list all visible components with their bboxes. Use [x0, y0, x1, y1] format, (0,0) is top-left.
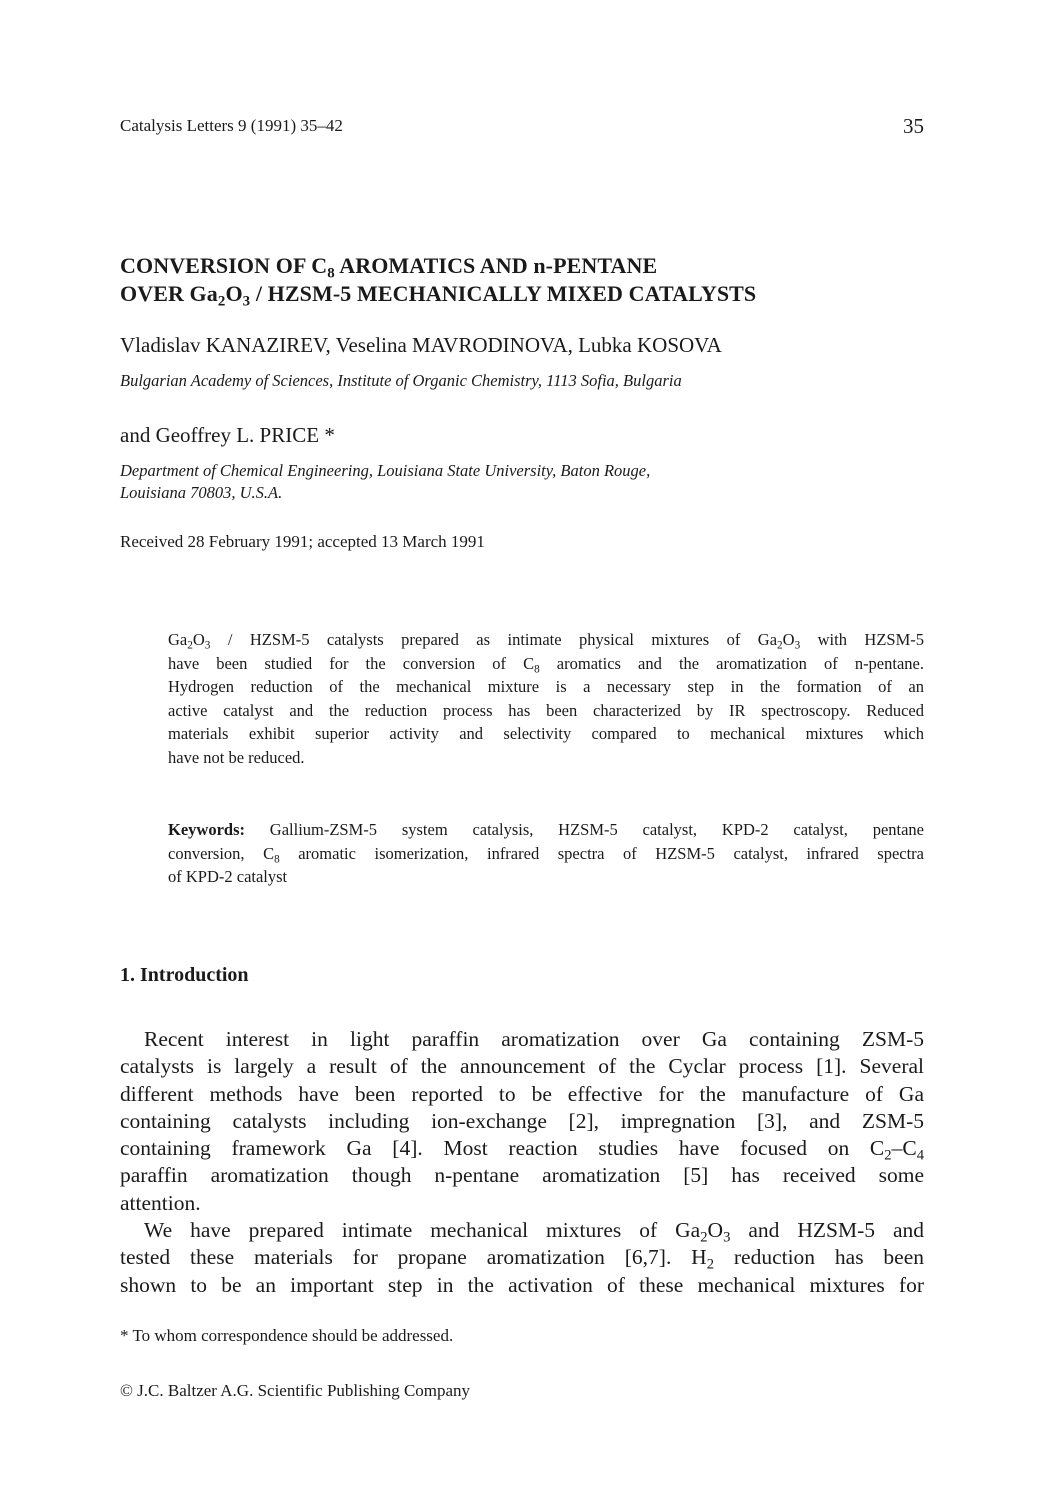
running-head: Catalysis Letters 9 (1991) 35–42 [120, 116, 343, 135]
keywords: Keywords: Gallium-ZSM-5 system catalysis, HZSM-5 catalyst, KPD-2 catalyst, pentane conversion, $C_8$ aromatic isomerization, infrared spectra of HZSM-5 catalyst, infrared spectra of KPD-2 catalyst [168, 820, 924, 886]
title-line-1: CONVERSION OF $C_8$ AROMATICS AND n-PENTANE [120, 253, 658, 282]
page-number: 35 [903, 114, 924, 138]
keywords-label: Keywords: [168, 820, 245, 839]
received-dates: Received 28 February 1991; accepted 13 March 1991 [120, 532, 485, 551]
authors-group-1: Vladislav KANAZIREV, Veselina MAVRODINOVA, Lubka KOSOVA [120, 333, 722, 357]
paper-title [120, 252, 940, 308]
copyright: © J.C. Baltzer A.G. Scientific Publishing Company [120, 1381, 471, 1400]
title-line-2: OVER $Ga_2O_3$ / HZSM-5 MECHANICALLY MIXED CATALYSTS [120, 281, 757, 310]
body-text: Recent interest in light paraffin aromatization over Ga containing ZSM-5 catalysts is largely a result of the announcement of the Cyclar process [1]. Several different methods have been reported to be effective for the manufacture of Ga containing catalysts including ion-exchange [2], impregnation [3], and ZSM-5 containing framework Ga [4]. Most reaction studies have focused on $C_2-C_4$ paraffin aromatization though n-pentane aromatization [5] has received some attention. We have prepared intimate mechanical mixtures of $Ga_2O_3$ and HZSM-5 and tested these materials for propane aromatization [6,7]. $H_2$ reduction has been shown to be an important step in the activation of these mechanical mixtures for [120, 1027, 925, 1297]
affiliation-1: Bulgarian Academy of Sciences, Institute of Organic Chemistry, 1113 Sofia, Bulgaria [120, 371, 682, 390]
affiliation-2: Department of Chemical Engineering, Louisiana State University, Baton Rouge, Louisiana 70803, U.S.A. [120, 461, 651, 502]
authors-group-2: and Geoffrey L. PRICE * [120, 423, 335, 447]
abstract: $Ga_2O_3$ / HZSM-5 catalysts prepared as intimate physical mixtures of $Ga_2O_3$ with HZSM-5 have been studied for the conversion of $C_8$ aromatics and the aromatization of n-pentane. Hydrogen reduction of the mechanical mixture is a necessary step in the formation of an active catalyst and the reduction process has been characterized by IR spectroscopy. Reduced materials exhibit superior activity and selectivity compared to mechanical mixtures which have not be reduced. [168, 630, 924, 767]
section-heading: 1. Introduction [120, 964, 249, 986]
footnote: * To whom correspondence should be addressed. [120, 1326, 454, 1345]
